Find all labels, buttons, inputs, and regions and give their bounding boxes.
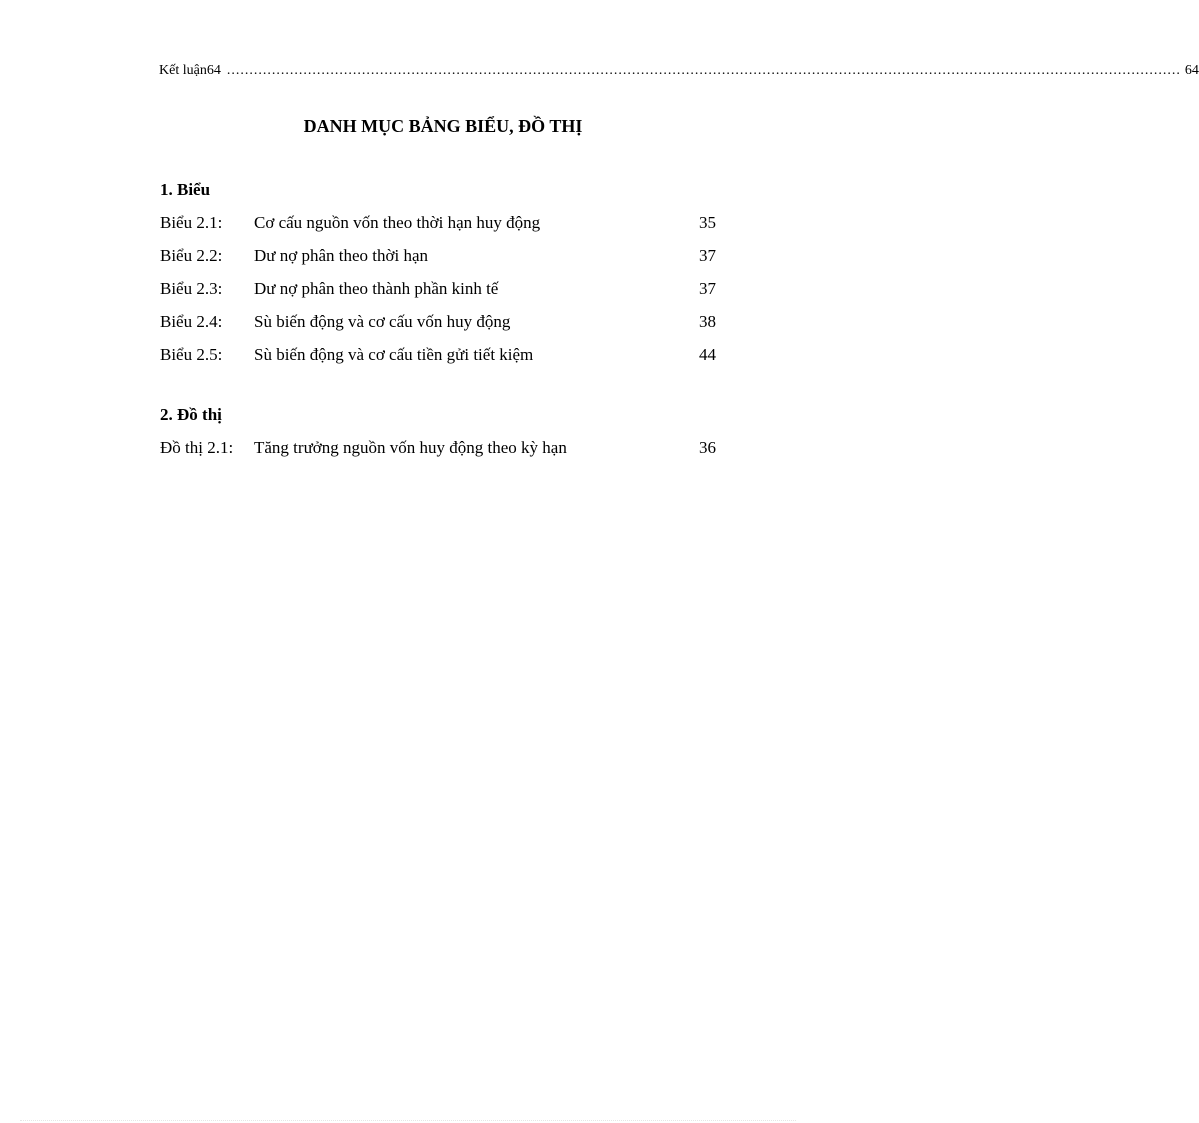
toc-entry-conclusion [159,63,1199,79]
list-item [160,213,716,237]
item-text: Sù biến động và cơ cấu tiền gửi tiết kiệm [254,345,534,364]
section-heading-charts: 1. Biểu [160,180,211,199]
item-number: Biểu 2.4: [160,312,223,331]
item-text: Dư nợ phân theo thành phần kinh tế [254,279,499,298]
item-page: 38 [699,312,716,331]
list-item [160,438,716,462]
list-item [160,345,716,369]
item-text: Dư nợ phân theo thời hạn [254,246,429,265]
item-text: Tăng trưởng nguồn vốn huy động theo kỳ hạn [254,438,567,457]
item-text: Cơ cấu nguồn vốn theo thời hạn huy động [254,213,541,232]
item-number: Biểu 2.3: [160,279,223,298]
toc-entry-label: Kết luận64 [159,63,221,78]
page-title: DANH MỤC BẢNG BIỂU, ĐỒ THỊ [303,116,583,136]
item-number: Đồ thị 2.1: [160,438,234,457]
item-number: Biểu 2.5: [160,345,223,364]
item-page: 36 [699,438,716,457]
toc-entry-page: 64 [1184,63,1199,78]
item-number: Biểu 2.2: [160,246,223,265]
list-item [160,279,716,303]
item-page: 37 [699,246,716,265]
item-page: 44 [699,345,716,364]
item-text: Sù biến động và cơ cấu vốn huy động [254,312,511,331]
item-page: 37 [699,279,716,298]
toc-entry-leader-dots: .................................................................................................................................................................................................................... [226,63,1181,78]
item-number: Biểu 2.1: [160,213,223,232]
list-item [160,312,716,336]
list-item [160,246,716,270]
footer-divider [20,1120,796,1121]
section-heading-graphs: 2. Đồ thị [160,405,222,424]
item-page: 35 [699,213,716,232]
